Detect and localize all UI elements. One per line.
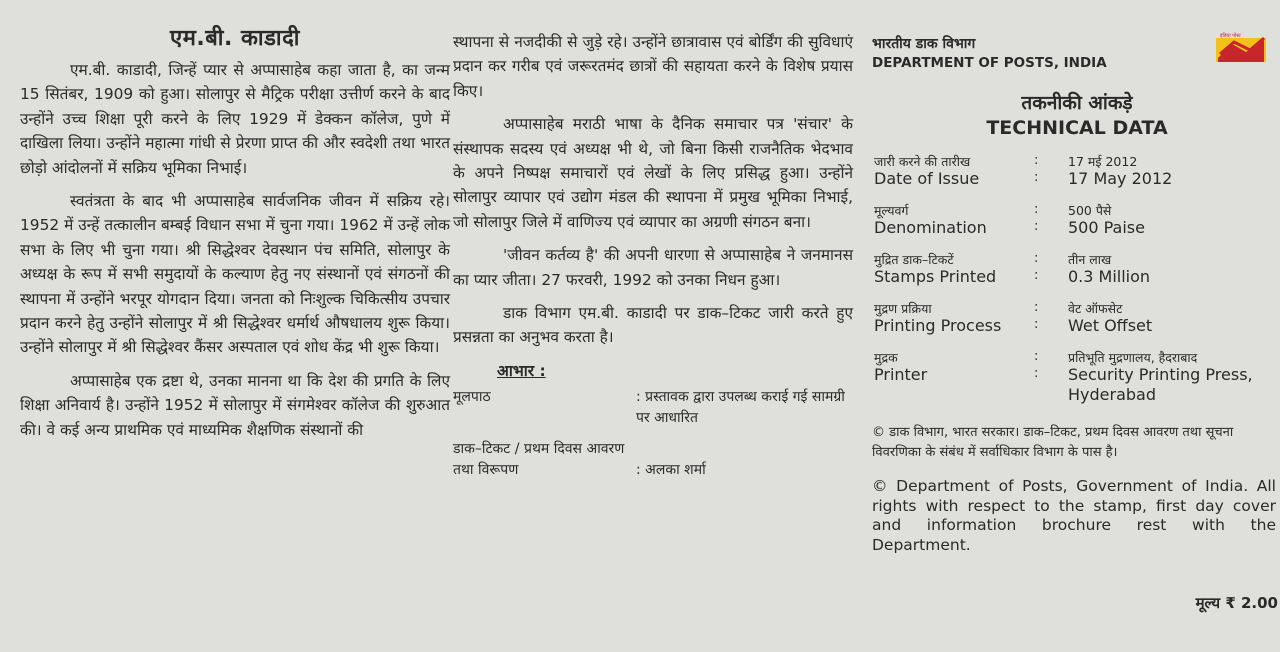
credit-label: डाक–टिकट / प्रथम दिवस आवरण तथा विरूपण xyxy=(453,440,625,478)
row-label-hindi: मूल्यवर्ग xyxy=(874,203,909,218)
logo-text: इंडिया पोस्ट xyxy=(1220,33,1241,39)
row-label: Stamps Printed xyxy=(874,267,997,286)
acknowledgement-heading: आभार : xyxy=(497,361,546,380)
separator: : xyxy=(1034,153,1039,168)
separator: : xyxy=(1034,366,1039,381)
row-value-hindi: 17 मई 2012 xyxy=(1068,154,1138,169)
paragraph: एम.बी. काडादी, जिन्हें प्यार से अप्पासाहेब कहा जाता है, का जन्म 15 सितंबर, 1909 को हुआ। सोलापुर से मैट्रिक परीक्षा उत्तीर्ण करने के बाद उन्होंने उच्च शिक्षा पूरी करने के लिए 1929 में डेक्कन कॉलेज, पुणे में दाखिला लिया। उन्होंने महात्मा गांधी से प्रेरणा प्राप्त की और स्वदेशी तथा भारत छोड़ो आंदोलनों में सक्रिय भूमिका निभाई। xyxy=(20,61,450,177)
paragraph: डाक विभाग एम.बी. काडादी पर डाक–टिकट जारी करते हुए प्रसन्नता का अनुभव करता है। xyxy=(453,304,853,347)
row-value: Security Printing Press, Hyderabad xyxy=(1068,365,1253,404)
row-label: Date of Issue xyxy=(874,169,980,188)
row-label-hindi: जारी करने की तारीख xyxy=(874,154,971,169)
technical-data-heading: TECHNICAL DATA xyxy=(986,117,1168,139)
department-name-english: DEPARTMENT OF POSTS, INDIA xyxy=(872,55,1107,71)
row-value-hindi: 500 पैसे xyxy=(1068,203,1112,218)
row-label-hindi: मुद्रक xyxy=(874,350,898,365)
row-value: 500 Paise xyxy=(1068,218,1145,237)
row-label-hindi: मुद्रित डाक–टिकटें xyxy=(874,252,954,267)
row-label-hindi: मुद्रण प्रक्रिया xyxy=(874,301,932,316)
separator: : xyxy=(1034,349,1039,364)
row-label: Denomination xyxy=(874,218,987,237)
row-label: Printing Process xyxy=(874,316,1002,335)
separator: : xyxy=(1034,268,1039,283)
price-label: मूल्य ₹ 2.00 xyxy=(1195,594,1278,612)
row-value-hindi: वेट ऑफसेट xyxy=(1068,301,1123,316)
paragraph: स्थापना से नजदीकी से जुड़े रहे। उन्होंने छात्रावास एवं बोर्डिंग की सुविधाएं प्रदान कर गरीब एवं जरूरतमंद छात्रों की सहायता करने के विशेष प्रयास किए। xyxy=(453,33,853,100)
paragraph: अप्पासाहेब मराठी भाषा के दैनिक समाचार पत्र 'संचार' के संस्थापक सदस्य एवं अध्यक्ष भी थे, जो बिना किसी राजनैतिक भेदभाव के अपने निष्पक्ष समाचारों एवं लेखों के लिए प्रसिद्ध हुआ। उन्होंने सोलापुर व्यापार एवं उद्योग मंडल की स्थापना में प्रमुख भूमिका निभाई, जो सोलापुर जिले में वाणिज्य एवं व्यापार का अग्रणी संगठन बना। xyxy=(453,115,853,231)
data-row-stamps-printed xyxy=(872,251,1280,298)
separator: : xyxy=(1034,202,1039,217)
paragraph: 'जीवन कर्तव्य है' की अपनी धारणा से अप्पासाहेब ने जनमानस का प्यार जीता। 27 फरवरी, 1992 को उनका निधन हुआ। xyxy=(453,246,853,289)
paragraph: अप्पासाहेब एक द्रष्टा थे, उनका मानना था कि देश की प्रगति के लिए शिक्षा अनिवार्य है। उन्होंने 1952 में सोलापुर में संगमेश्वर कॉलेज की शुरुआत की। वे कई अन्य प्राथमिक एवं माध्यमिक शैक्षणिक संस्थानों की xyxy=(20,371,450,439)
credit-row xyxy=(453,439,853,481)
right-column xyxy=(872,0,1280,555)
data-row-denomination xyxy=(872,202,1280,249)
india-post-logo xyxy=(1216,32,1266,70)
row-label: Printer xyxy=(874,365,928,384)
middle-column xyxy=(453,0,853,491)
data-row-date-of-issue xyxy=(872,153,1280,200)
row-value-hindi: तीन लाख xyxy=(1068,252,1112,267)
separator: : xyxy=(1034,300,1039,315)
copyright-english: © Department of Posts, Government of India. All rights with respect to the stamp, first day cover and information brochure rest with the Department. xyxy=(872,477,1276,554)
left-column xyxy=(20,0,450,451)
separator: : xyxy=(1034,170,1039,185)
credit-value: : अलका शर्मा xyxy=(636,461,706,478)
department-name-hindi: भारतीय डाक विभाग xyxy=(872,36,976,52)
separator: : xyxy=(1034,219,1039,234)
credit-label: मूलपाठ xyxy=(453,388,491,405)
row-value: 0.3 Million xyxy=(1068,267,1151,286)
row-value-hindi: प्रतिभूति मुद्रणालय, हैदराबाद xyxy=(1068,350,1198,365)
paragraph: स्वतंत्रता के बाद भी अप्पासाहेब सार्वजनिक जीवन में सक्रिय रहे। 1952 में उन्हें तत्कालीन बम्बई विधान सभा में चुना गया। 1962 में उन्हें लोक सभा के लिए भी चुना गया। श्री सिद्धेश्वर देवस्थान पंच समिति, सोलापुर के अध्यक्ष के रूप में सभी समुदायों के कल्याण हेतु नए संस्थानों एवं संगठनों की स्थापना में उन्होंने भरपूर योगदान दिया। जनता को निःशुल्क चिकित्सीय उपचार प्रदान करने हेतु उन्होंने सोलापुर में श्री सिद्धेश्वर धर्मार्थ औषधालय शुरू किया। उन्होंने सोलापुर में श्री सिद्धेश्वर कैंसर अस्पताल एवं शोध केंद्र भी शुरू किया। xyxy=(20,192,450,357)
row-value: Wet Offset xyxy=(1068,316,1153,335)
credit-row xyxy=(453,387,853,429)
copyright-hindi: © डाक विभाग, भारत सरकार। डाक–टिकट, प्रथम दिवस आवरण तथा सूचना विवरणिका के संबंध में सर्वाधिकार विभाग के पास है। xyxy=(872,425,1234,460)
separator: : xyxy=(1034,317,1039,332)
technical-data-heading-hindi: तकनीकी आंकड़े xyxy=(1021,92,1133,114)
page-title: एम.बी. काडादी xyxy=(170,26,300,51)
data-row-printer xyxy=(872,349,1280,407)
row-value: 17 May 2012 xyxy=(1068,169,1173,188)
credit-value: : प्रस्तावक द्वारा उपलब्ध कराई गई सामग्री पर आधारित xyxy=(636,388,845,426)
separator: : xyxy=(1034,251,1039,266)
data-row-printing-process xyxy=(872,300,1280,347)
